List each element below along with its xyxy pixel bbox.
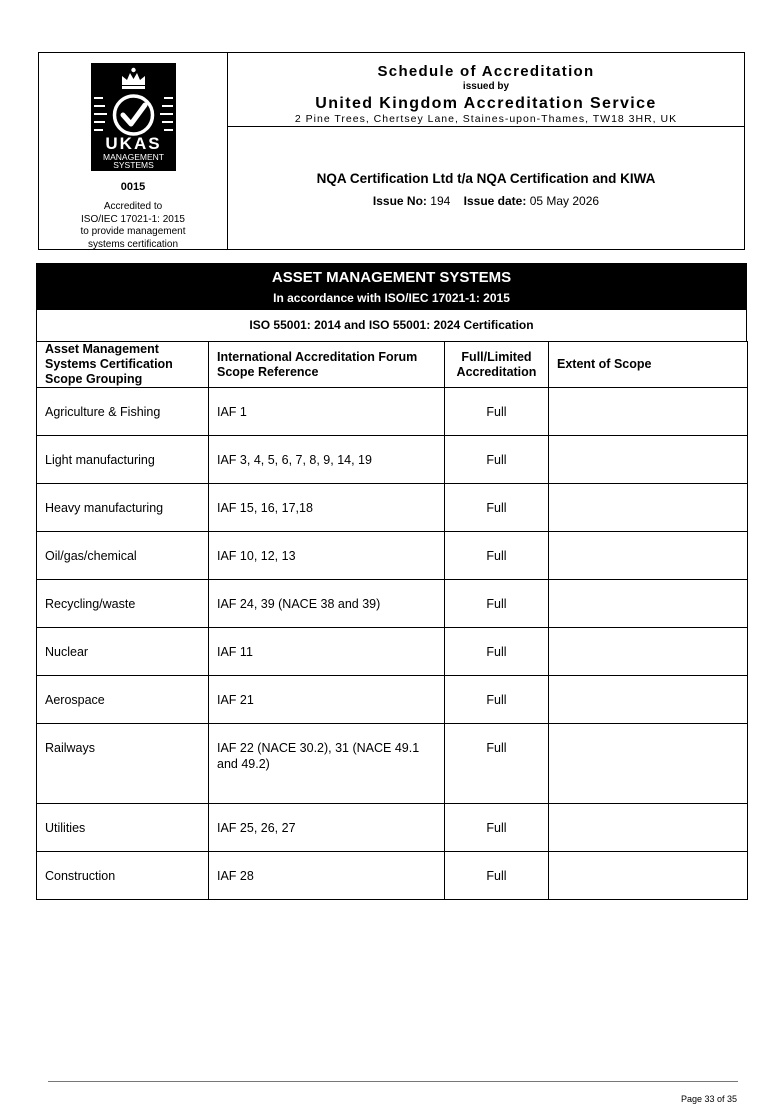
- table-row: [37, 628, 748, 676]
- accreditation-cell: Full: [445, 484, 549, 532]
- accreditation-cell: Full: [445, 388, 549, 436]
- extent-cell: [549, 676, 748, 724]
- iaf-reference-cell: IAF 22 (NACE 30.2), 31 (NACE 49.1 and 49.2): [209, 724, 445, 804]
- accreditation-cell: Full: [445, 724, 549, 804]
- extent-cell: [549, 436, 748, 484]
- issued-by: issued by: [462, 81, 510, 92]
- issue-date: 05 May 2026: [529, 194, 600, 208]
- column-header-iaf-reference: International Accreditation Forum Scope Reference: [209, 342, 445, 388]
- accreditation-statement: [39, 201, 227, 251]
- scope-grouping-cell: Utilities: [37, 804, 209, 852]
- iaf-reference-cell: IAF 3, 4, 5, 6, 7, 8, 9, 14, 19: [209, 436, 445, 484]
- logo-line-1: MANAGEMENT: [103, 152, 164, 162]
- table-row: [37, 532, 748, 580]
- scope-table: [36, 341, 748, 900]
- table-row: [37, 484, 748, 532]
- iaf-reference-cell: IAF 21: [209, 676, 445, 724]
- table-row: [37, 388, 748, 436]
- accreditation-cell: Full: [445, 436, 549, 484]
- table-row: [37, 580, 748, 628]
- extent-cell: [549, 628, 748, 676]
- service-name: United Kingdom Accreditation Service: [315, 95, 657, 112]
- accreditation-line: Accredited to: [103, 201, 163, 212]
- logo-wordmark: UKAS: [105, 134, 162, 153]
- table-row: [37, 436, 748, 484]
- extent-cell: [549, 484, 748, 532]
- iaf-reference-cell: IAF 15, 16, 17,18: [209, 484, 445, 532]
- iaf-reference-cell: IAF 10, 12, 13: [209, 532, 445, 580]
- iaf-reference-cell: IAF 28: [209, 852, 445, 900]
- scope-grouping-cell: Agriculture & Fishing: [37, 388, 209, 436]
- accreditation-cell: Full: [445, 852, 549, 900]
- extent-cell: [549, 532, 748, 580]
- table-row: [37, 852, 748, 900]
- table-row: [37, 804, 748, 852]
- accreditation-cell: Full: [445, 628, 549, 676]
- issue-no: 194: [430, 194, 451, 208]
- scope-grouping-cell: Construction: [37, 852, 209, 900]
- certification-title: ISO 55001: 2014 and ISO 55001: 2024 Certification: [36, 310, 747, 342]
- document-title: Schedule of Accreditation: [377, 63, 595, 80]
- column-header-extent: Extent of Scope: [549, 342, 748, 388]
- title-block: [228, 53, 744, 127]
- lab-number: 0015: [120, 181, 146, 193]
- iaf-reference-cell: IAF 11: [209, 628, 445, 676]
- iaf-reference-cell: IAF 25, 26, 27: [209, 804, 445, 852]
- scope-grouping-cell: Oil/gas/chemical: [37, 532, 209, 580]
- issue-no-label: Issue No:: [372, 194, 427, 208]
- issue-details: [228, 194, 744, 208]
- table-row: [37, 676, 748, 724]
- accreditation-cell: Full: [445, 676, 549, 724]
- extent-cell: [549, 724, 748, 804]
- extent-cell: [549, 852, 748, 900]
- ukas-logo: [91, 63, 176, 171]
- extent-cell: [549, 580, 748, 628]
- accreditation-line: ISO/IEC 17021-1: 2015: [81, 213, 185, 225]
- column-header-accreditation: Full/Limited Accreditation: [445, 342, 549, 388]
- scope-grouping-cell: Light manufacturing: [37, 436, 209, 484]
- accreditation-cell: Full: [445, 804, 549, 852]
- scope-grouping-cell: Aerospace: [37, 676, 209, 724]
- scope-grouping-cell: Recycling/waste: [37, 580, 209, 628]
- header-details: [228, 53, 744, 249]
- table-header-row: [37, 342, 748, 388]
- issue-date-label: Issue date:: [463, 194, 527, 208]
- accreditation-mark-panel: [39, 53, 228, 249]
- page-number: Page 33 of 35: [680, 1094, 737, 1104]
- extent-cell: [549, 388, 748, 436]
- accreditation-cell: Full: [445, 532, 549, 580]
- section-band: [36, 263, 747, 310]
- footer-rule: [48, 1081, 738, 1082]
- accreditation-line: to provide management: [80, 226, 186, 237]
- accreditation-cell: Full: [445, 580, 549, 628]
- extent-cell: [549, 804, 748, 852]
- iaf-reference-cell: IAF 1: [209, 388, 445, 436]
- scope-grouping-cell: Heavy manufacturing: [37, 484, 209, 532]
- schedule-header: [38, 52, 745, 250]
- iaf-reference-cell: IAF 24, 39 (NACE 38 and 39): [209, 580, 445, 628]
- service-address: 2 Pine Trees, Chertsey Lane, Staines-upon-Thames, TW18 3HR, UK: [294, 113, 678, 125]
- section-title: ASSET MANAGEMENT SYSTEMS: [271, 269, 512, 286]
- scope-grouping-cell: Nuclear: [37, 628, 209, 676]
- section-subtitle: In accordance with ISO/IEC 17021-1: 2015: [273, 291, 510, 305]
- accreditation-line: systems certification: [87, 238, 179, 250]
- organisation-name: NQA Certification Ltd t/a NQA Certification and KIWA: [316, 171, 656, 186]
- scope-grouping-cell: Railways: [37, 724, 209, 804]
- logo-line-2: SYSTEMS: [113, 160, 154, 170]
- table-row: [37, 724, 748, 804]
- column-header-scope-grouping: Asset Management Systems Certification Scope Grouping: [37, 342, 209, 388]
